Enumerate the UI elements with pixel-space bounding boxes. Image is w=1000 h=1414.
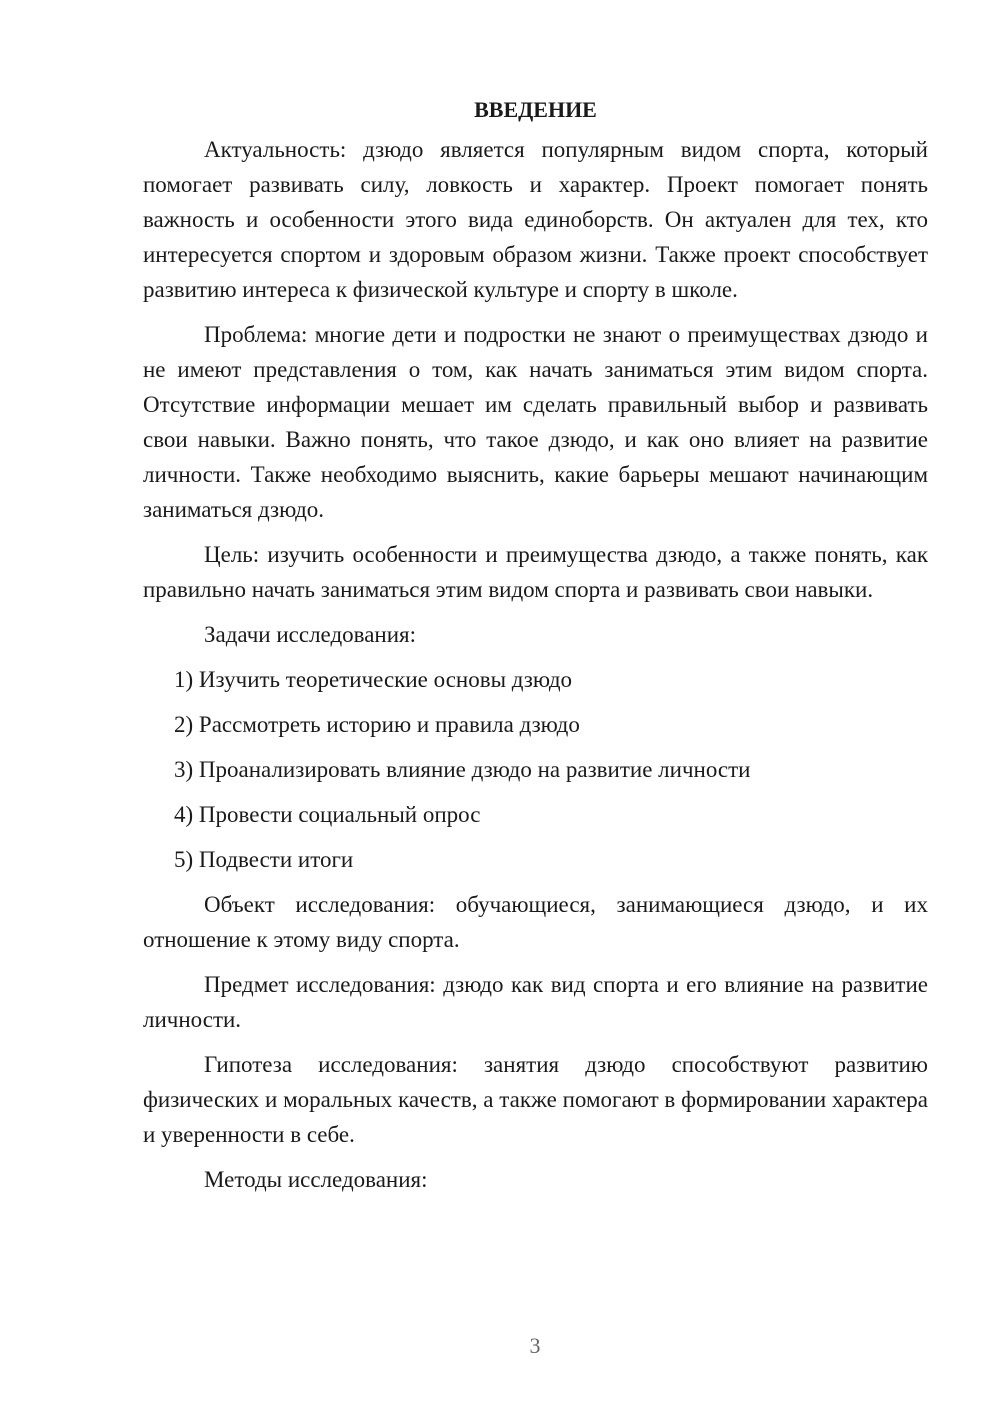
- page-number: 3: [529, 1333, 541, 1358]
- tasks-list: [143, 662, 928, 877]
- paragraph-hypothesis: Гипотеза исследования: занятия дзюдо способствуют развитию физических и моральных качеств, а также помогают в формировании характера и уверенности в себе.: [143, 1052, 928, 1147]
- list-item: 5) Подвести итоги: [174, 847, 354, 872]
- paragraph-relevance: Актуальность: дзюдо является популярным видом спорта, который помогает развивать силу, ловкость и характер. Проект помогает понять важность и особенности этого вида единоборств. Он актуален для тех, кто интересуется спортом и здоровым образом жизни. Также проект способствует развитию интереса к физической культуре и спорту в школе.: [143, 137, 928, 302]
- list-item: 1) Изучить теоретические основы дзюдо: [174, 667, 573, 692]
- list-item: 3) Проанализировать влияние дзюдо на развитие личности: [174, 757, 751, 782]
- list-item: 2) Рассмотреть историю и правила дзюдо: [174, 712, 580, 737]
- paragraph-methods-heading: Методы исследования:: [204, 1167, 428, 1192]
- list-item: 4) Провести социальный опрос: [174, 802, 481, 827]
- paragraph-object: Объект исследования: обучающиеся, занимающиеся дзюдо, и их отношение к этому виду спорта.: [143, 892, 928, 952]
- page-content: [143, 92, 928, 1207]
- paragraph-problem: Проблема: многие дети и подростки не знают о преимуществах дзюдо и не имеют представления о том, как начать заниматься этим видом спорта. Отсутствие информации мешает им сделать правильный выбор и развивать свои навыки. Важно понять, что такое дзюдо, и как оно влияет на развитие личности. Также необходимо выяснить, какие барьеры мешают начинающим заниматься дзюдо.: [143, 322, 928, 522]
- paragraph-tasks-heading: Задачи исследования:: [204, 622, 417, 647]
- section-title: ВВЕДЕНИЕ: [474, 97, 597, 122]
- paragraph-subject: Предмет исследования: дзюдо как вид спорта и его влияние на развитие личности.: [143, 972, 928, 1032]
- paragraph-goal: Цель: изучить особенности и преимущества дзюдо, а также понять, как правильно начать заниматься этим видом спорта и развивать свои навыки.: [143, 542, 928, 602]
